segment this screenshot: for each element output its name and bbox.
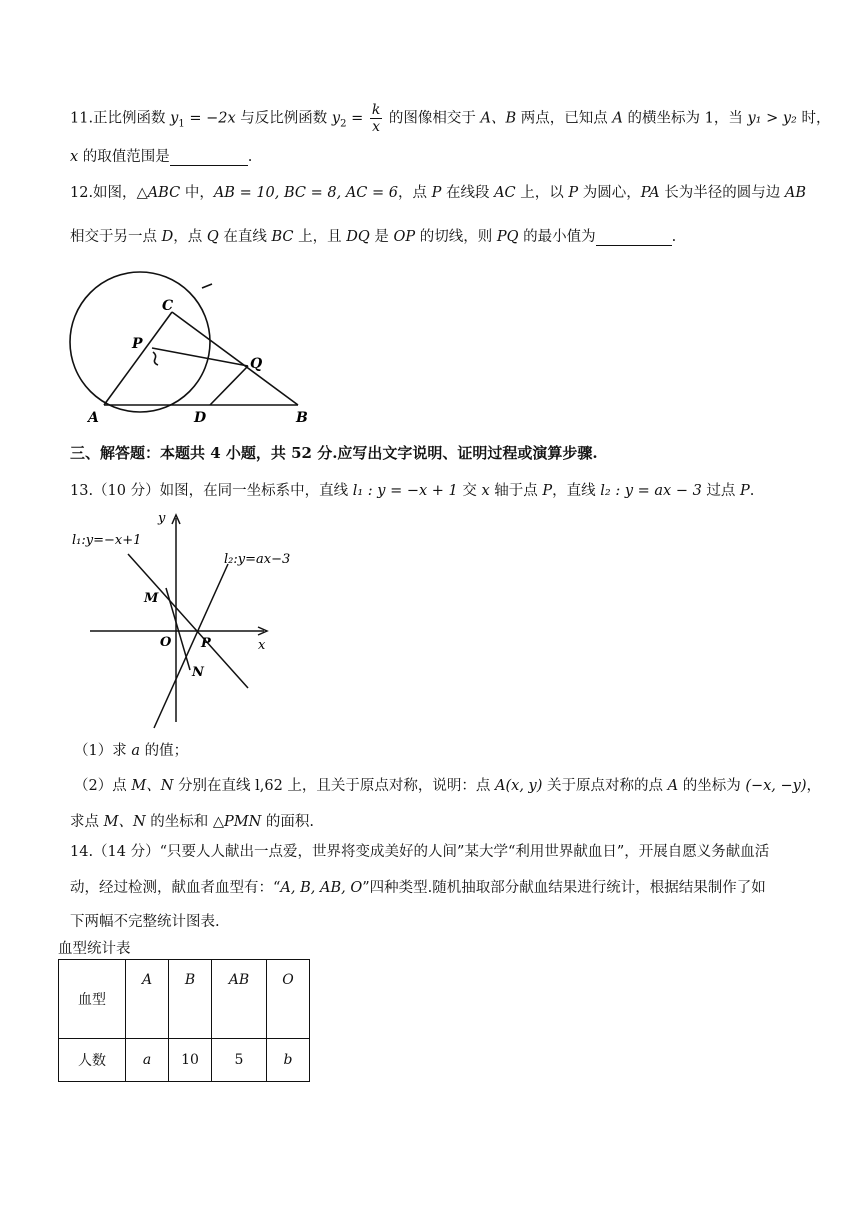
q12-label-p: P [132,336,143,352]
q12-op: OP [393,229,416,245]
q11-frac-num: k [371,102,381,118]
q12-text-3: ，点 [397,185,432,201]
q13-figure [68,508,308,734]
q13-text-3: 轴于点 [489,483,543,499]
q13-sub2-text-2: 分别在直线 l,62 上，且关于原点对称，说明：点 [173,778,496,794]
q14-line1: 14.（14 分）“只要人人献出一点爱，世界将变成美好的人间”某大学“利用世界献血日”，开展自愿义务献血活 [70,844,770,860]
q13-p2: P [740,483,750,499]
q12-p: P [431,185,442,201]
q12-p2: P [568,185,579,201]
q12-end: . [671,229,677,245]
q11-frac-den: x [370,118,382,134]
table-header-label: 血型 [59,960,126,1039]
q13-label-l2: l₂:y=ax−3 [224,552,291,567]
q11-point-a: A [612,110,623,127]
q12-text-6: 为圆心， [578,185,641,201]
q11-y1-rhs: = −2x [184,110,236,127]
q13-intro [70,479,754,500]
q12-d: D [161,229,174,245]
q14-line3: 下两幅不完整统计图表. [70,914,220,930]
q13-sub2-tri: △PMN [212,814,262,830]
q13-p: P [542,483,553,499]
q12-label-c: C [162,298,174,314]
q12-ac: AC [494,185,516,201]
q14-text-2: ”四种类型.随机抽取部分献血结果进行统计，根据结果制作了如 [362,880,766,896]
q11-text-5: 的横坐标为 1，当 [622,110,748,127]
q11-text-1: 11.正比例函数 [70,110,171,127]
q12-label-b: B [296,410,308,426]
q12-sides: AB = 10, BC = 8, AC = 6 [213,185,398,201]
q12-segment-dq [210,366,248,405]
table-count-label: 人数 [59,1039,126,1082]
q13-l2: l₂ : y = ax − 3 [600,483,702,499]
table-type-o: O [267,960,310,1039]
q13-end: . [749,483,755,499]
q13-label-n: N [192,665,204,680]
section3-heading: 三、解答题：本题共 4 小题，共 52 分.应写出文字说明、证明过程或演算步骤. [70,444,598,462]
q11-end: . [247,149,253,165]
q12-text-1: 12.如图， [70,185,137,201]
q11-answer-blank[interactable] [170,149,248,166]
table-type-b: B [169,960,212,1039]
q14-table-title: 血型统计表 [58,941,131,957]
q12-text-4: 在线段 [441,185,495,201]
q13-l1: l₁ : y = −x + 1 [352,483,458,499]
q11-x: x [70,149,79,165]
q11-y1-sub: 1 [178,118,185,130]
q14-types: A, B, AB, O [280,880,363,896]
q12-answer-blank[interactable] [596,229,672,246]
q13-label-x: x [258,638,266,653]
blood-type-table [58,959,310,1082]
q13-sub1-text-1: （1）求 [74,743,132,759]
q12-ab: AB [784,185,807,201]
q13-text-1: 13.（10 分）如图，在同一坐标系中，直线 [70,483,353,499]
q12-tick-mark [153,352,158,365]
q13-sub2-text-6: 求点 [70,814,104,830]
q12-circle-tick [202,284,212,288]
q12-label-q: Q [250,356,263,372]
q13-segment-mn [166,588,190,670]
q11-range-text: 的取值范围是 [78,149,170,165]
q13-label-l1: l₁:y=−x+1 [72,533,142,548]
q11-line1 [70,103,830,134]
q13-sub2-axy: A(x, y) [495,778,543,794]
table-count-b: 10 [169,1039,212,1082]
q14-line2 [70,876,766,897]
table-count-a: a [126,1039,169,1082]
q13-sub2-text-8: 的面积. [261,814,315,830]
q12-segment-ac [104,312,172,405]
q13-sub2-text-5: ， [806,778,822,794]
q12-text-5: 上，以 [515,185,569,201]
q12-pq: PQ [496,229,519,245]
q13-sub2-text-4: 的坐标为 [678,778,746,794]
q12-q: Q [206,229,219,245]
table-type-a: A [126,960,169,1039]
q13-sub2-mn: M、N [131,778,174,794]
q11-y2-sub: 2 [340,118,347,130]
q12-triangle: △ABC [136,185,181,201]
table-row-counts [59,1039,310,1082]
q13-sub2-text-3: 关于原点对称的点 [542,778,668,794]
q11-y2: y [331,110,341,127]
q13-label-m: M [144,591,159,606]
q13-sub2-mn-2: M、N [103,814,146,830]
q11-text-6: 时， [796,110,831,127]
q13-label-o: O [160,635,172,650]
q12-bc: BC [271,229,294,245]
q13-x: x [481,483,490,499]
q11-fraction [370,103,382,134]
q13-line-l1 [128,554,248,688]
q13-text-2: 交 [457,483,482,499]
q12-pa: PA [640,185,660,201]
table-row-header [59,960,310,1039]
q13-sub1-a: a [131,743,140,759]
q14-text-1: 动，经过检测，献血者血型有：“ [70,880,281,896]
q12-figure [62,270,332,430]
q12-label-d: D [194,410,207,426]
q12-text-2: 中， [180,185,214,201]
q11-text-2: 与反比例函数 [235,110,332,127]
q11-y2-eq: = [346,110,368,127]
q13-text-4: ，直线 [552,483,601,499]
q12-text-9: ，点 [173,229,207,245]
q12-text-8: 相交于另一点 [70,229,162,245]
q12-text-11: 上，且 [293,229,347,245]
q12-line2 [70,225,676,246]
table-count-o: b [267,1039,310,1082]
q11-line2 [70,145,252,166]
q11-text-3: 的图像相交于 [384,110,481,127]
q13-sub2-a: A [667,778,679,794]
q13-text-5: 过点 [701,483,741,499]
q12-text-13: 的切线，则 [415,229,497,245]
q12-text-12: 是 [369,229,394,245]
table-type-ab: AB [212,960,267,1039]
q13-sub1 [74,739,188,760]
q13-sub1-text-2: 的值； [140,743,189,759]
q11-y1: y [170,110,179,127]
q12-text-14: 的最小值为 [518,229,596,245]
q12-text-10: 在直线 [218,229,272,245]
q11-points: A、B [480,110,517,127]
q12-label-a: A [88,410,99,426]
q13-sub2-neg: (−x, −y) [745,778,807,794]
q12-line1 [70,181,806,202]
table-count-ab: 5 [212,1039,267,1082]
q13-sub2-text-7: 的坐标和 [145,814,213,830]
q13-sub2-line2 [70,810,314,831]
q12-text-7: 长为半径的圆与边 [659,185,785,201]
q13-label-p: P [201,636,211,651]
q13-label-y: y [158,511,166,526]
q13-sub2-text-1: （2）点 [74,778,132,794]
q11-condition: y₁ > y₂ [747,110,797,127]
q11-text-4: 两点，已知点 [516,110,613,127]
q13-sub2-line1 [74,774,821,795]
q12-dq: DQ [346,229,370,245]
